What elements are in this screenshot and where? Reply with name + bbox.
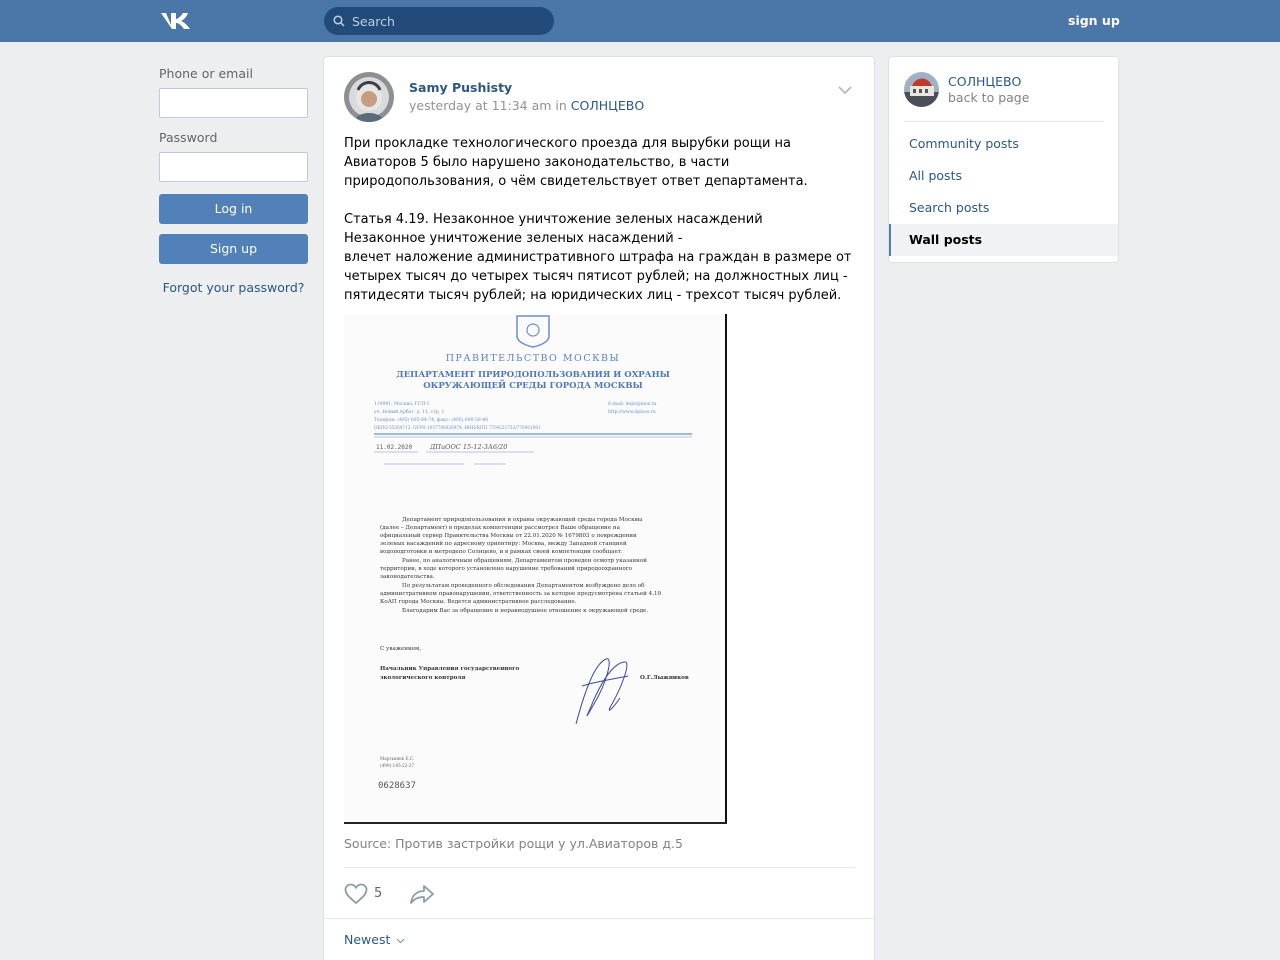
doc-body-line9: По результатам проведенного обследования Департаментом возбуждено дело об (402, 583, 645, 589)
menu-item-wall-posts[interactable]: Wall posts (889, 224, 1118, 256)
like-count: 5 (374, 886, 383, 901)
login-form (159, 66, 308, 295)
menu-item-all-posts[interactable]: All posts (909, 168, 962, 183)
comments-sort-dropdown[interactable] (344, 932, 405, 947)
search-icon (333, 15, 345, 27)
post-meta (409, 98, 644, 113)
group-avatar[interactable] (904, 72, 939, 107)
doc-body-line11: КоАП города Москвы. Ведется административное расследование. (380, 599, 577, 605)
doc-body-line1: Департамент природопользования и охраны окружающей среды города Москвы (402, 517, 643, 523)
chevron-down-icon[interactable] (837, 85, 853, 95)
search-input[interactable] (352, 7, 547, 35)
divider (344, 867, 855, 868)
doc-body-line4: зеленых насаждений по адресному ориентиру: Москва, между Западной станцией (380, 541, 627, 547)
post-group-link[interactable]: СОЛНЦЕВО (570, 98, 645, 113)
post-text (344, 134, 859, 305)
doc-body-line3: официальный сервер Правительства Москвы от 22.01.2020 № 1679803 о повреждении (380, 533, 637, 539)
share-icon[interactable] (409, 883, 435, 905)
doc-executor1: Мартынюк Е.С. (380, 756, 415, 761)
doc-email2: http://www.dpioos.ru (608, 410, 656, 415)
menu-item-search-posts[interactable]: Search posts (909, 200, 990, 215)
post-paragraph-1: При прокладке технологического проезда для вырубки рощи на Авиаторов 5 было нарушено законодательство, в части природопользования, о чём свидетельствует ответ департамента. (344, 136, 808, 189)
heart-icon[interactable] (344, 883, 368, 905)
author-name[interactable]: Samy Pushisty (409, 80, 513, 95)
doc-body-line6: Ранее, по аналогичным обращениям, Департаментом проведен осмотр указанной (402, 558, 647, 564)
post-source[interactable]: Source: Против застройки рощи у ул.Авиаторов д.5 (344, 836, 683, 851)
doc-position-line1: Начальник Управления государственного (380, 666, 520, 672)
menu-item-community-posts[interactable]: Community posts (909, 136, 1019, 151)
doc-body-line5: водоподготовки и метродепо Солнцево, и в рамках своей компетенции сообщает. (380, 549, 623, 555)
community-panel (888, 56, 1119, 263)
doc-body-line2: (далее – Департамент) в пределах компетенции рассмотрел Ваше обращение на (380, 525, 620, 531)
doc-email1: E-mail: depr@mos.ru (608, 402, 657, 407)
doc-body-line7: территории, в ходе которого установлено нарушение требований природоохранного (380, 566, 633, 572)
doc-regards: С уважением, (380, 646, 422, 652)
divider (324, 918, 874, 919)
search-box[interactable] (324, 7, 554, 35)
back-to-page-link[interactable]: back to page (948, 90, 1030, 105)
doc-body-line10: административном правонарушении, ответственность за которое предусмотрена статьей 4.19 (380, 591, 662, 597)
forgot-password-link[interactable]: Forgot your password? (162, 280, 305, 295)
signup-button[interactable]: Sign up (159, 234, 308, 264)
doc-body-line12: Благодарим Вас за обращение и неравнодушное отношение к окружающей среде. (402, 608, 649, 614)
top-bar (0, 0, 1280, 42)
doc-executor2: (499)-145-22-27 (380, 763, 415, 768)
phone-label: Phone or email (159, 66, 253, 81)
post-time: yesterday at 11:34 am in (409, 98, 571, 113)
doc-dept-line1: ДЕПАРТАМЕНТ ПРИРОДОПОЛЬЗОВАНИЯ И ОХРАНЫ (396, 370, 670, 380)
password-label: Password (159, 130, 218, 145)
sign-up-link[interactable]: sign up (1068, 13, 1120, 28)
doc-ref: ДПиООС 15-12-3А6/20 (430, 443, 508, 451)
chevron-down-icon (396, 938, 405, 944)
doc-dept-line2: ОКРУЖАЮЩЕЙ СРЕДЫ ГОРОДА МОСКВЫ (423, 381, 643, 391)
sort-label: Newest (344, 932, 391, 947)
divider (904, 121, 1104, 122)
doc-address2: ул. Новый Арбат, д. 11, стр. 1 (374, 410, 445, 415)
group-name[interactable]: СОЛНЦЕВО (948, 74, 1022, 89)
phone-input[interactable] (159, 88, 308, 118)
doc-date: 11.02.2020 (376, 444, 413, 451)
wall-menu (889, 128, 1118, 256)
doc-gov-title: ПРАВИТЕЛЬСТВО МОСКВЫ (445, 353, 621, 364)
attached-document-image[interactable] (344, 314, 727, 824)
vk-logo-icon[interactable] (159, 10, 193, 32)
password-input[interactable] (159, 152, 308, 182)
doc-address1: 119991, Москва, ГСП-1 (374, 402, 430, 407)
doc-address4: ОКПО 55264712, ОГРН 1037700026974, ИНН/КПП 7704221753/770401001 (374, 425, 541, 430)
doc-address3: Телефон: (495) 695-84-74, факс: (495) 690-58-48 (374, 418, 488, 423)
post-paragraph-2: Статья 4.19. Незаконное уничтожение зеленых насаждений Незаконное уничтожение зеленых насаждений - влечет наложение административного штрафа на граждан в размере от четырех тысяч до четырех тысяч пятисот рублей; на должностных лиц - пятидесяти тысяч рублей; на юридических лиц - трехсот тысяч рублей. (344, 212, 852, 303)
doc-serial-number: 0628637 (378, 781, 416, 791)
doc-signer: О.Г.Лыжников (640, 675, 689, 681)
login-button[interactable]: Log in (159, 194, 308, 224)
wall-post (323, 56, 875, 960)
doc-position-line2: экологического контроля (380, 675, 466, 681)
doc-body-line8: законодательства. (380, 574, 435, 580)
author-avatar[interactable] (344, 72, 394, 122)
